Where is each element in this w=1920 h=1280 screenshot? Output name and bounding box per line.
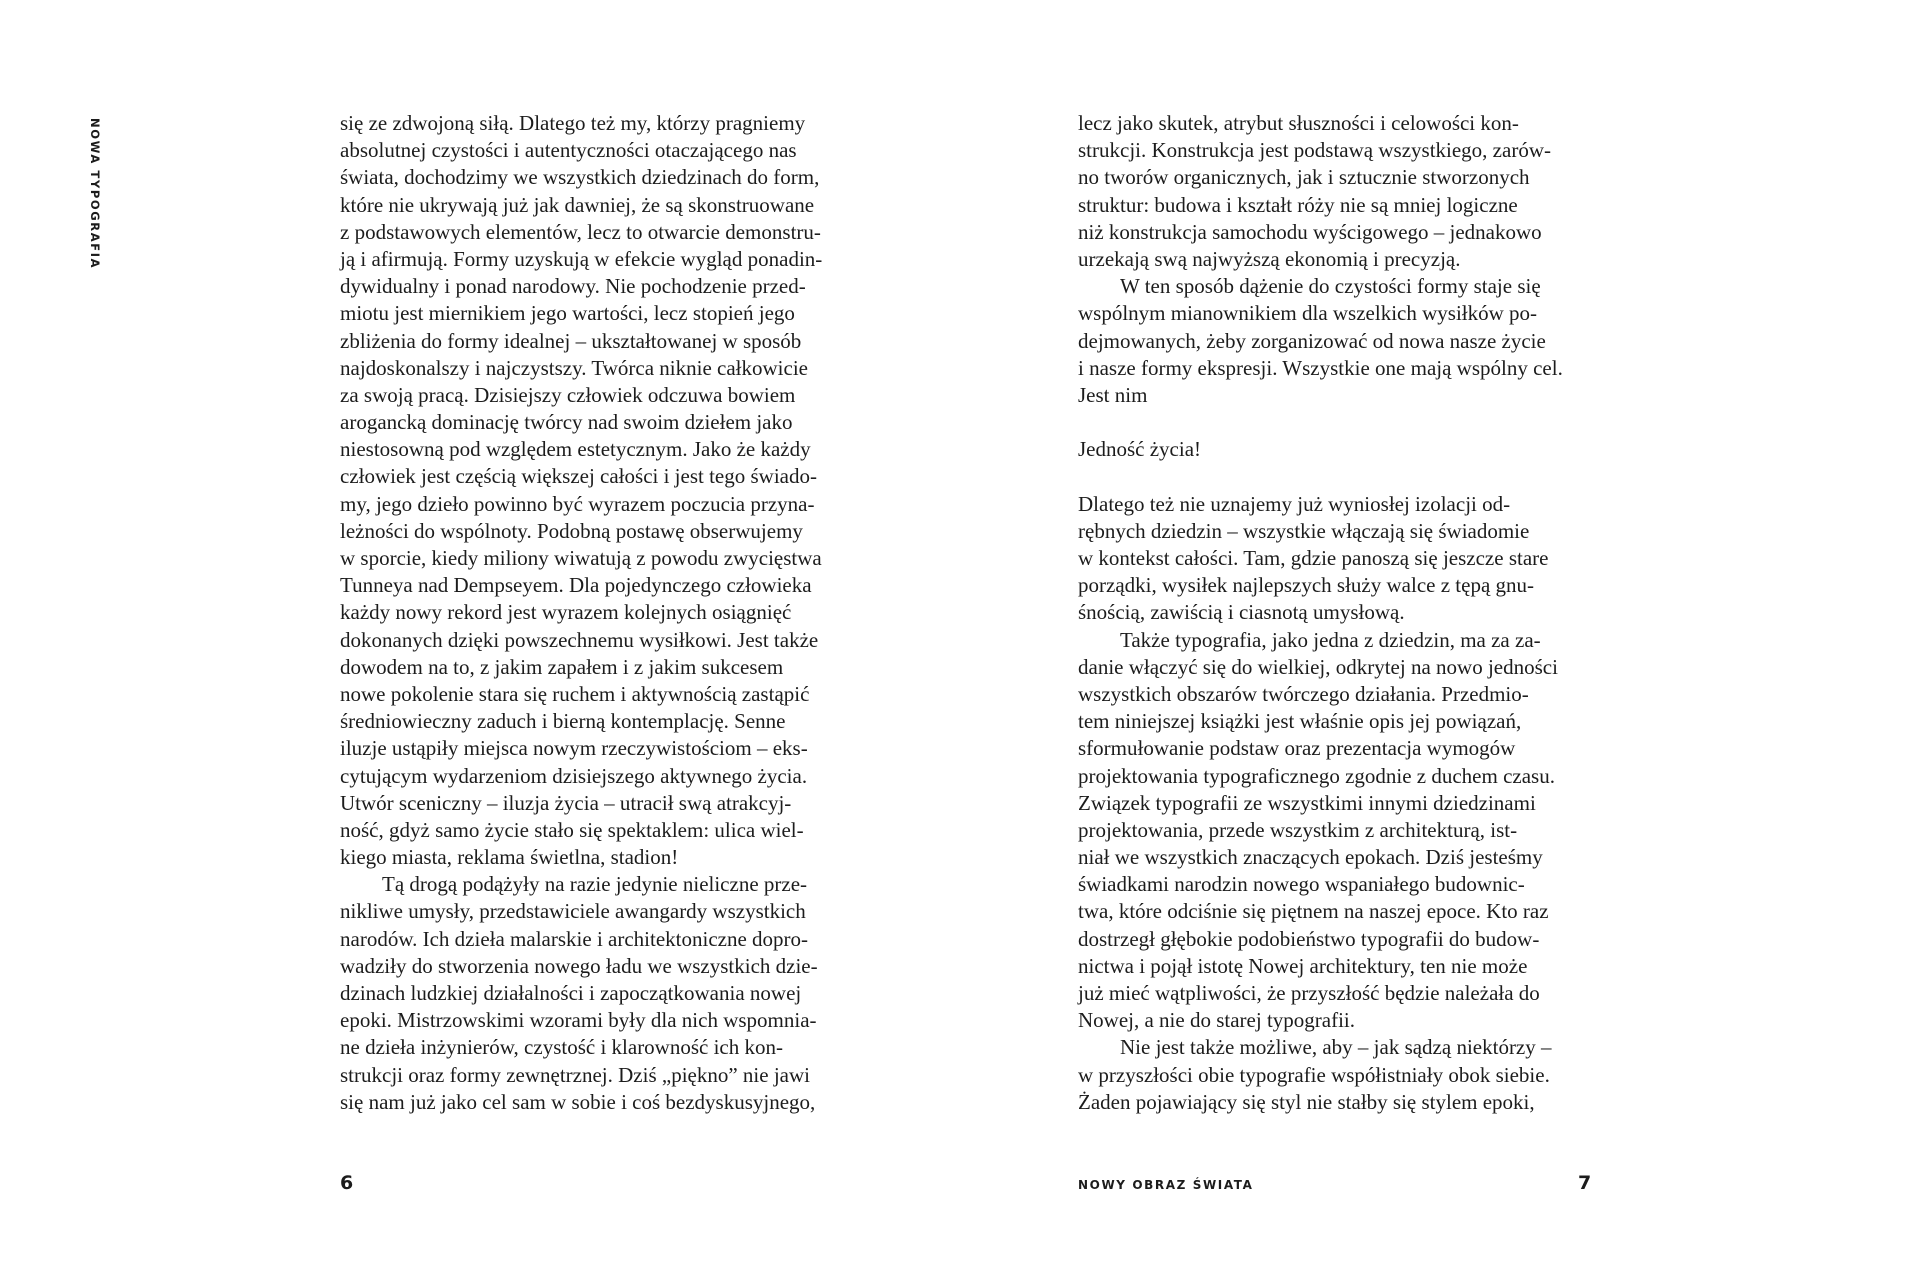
- text-line: i nasze formy ekspresji. Wszystkie one mają wspólny cel.: [1078, 355, 1563, 380]
- text-line: Jedność życia!: [1078, 437, 1202, 462]
- text-line: najdoskonalszy i najczystszy. Twórca niknie całkowicie: [340, 355, 808, 380]
- text-line: dejmowanych, żeby zorganizować od nowa nasze życie: [1078, 328, 1546, 353]
- text-line: każdy nowy rekord jest wyrazem kolejnych osiągnięć: [340, 600, 792, 625]
- text-line: zbliżenia do formy idealnej – ukształtowanej w sposób: [340, 328, 802, 353]
- text-line: danie włączyć się do wielkiej, odkrytej na nowo jedności: [1078, 654, 1558, 679]
- text-line: się ze zdwojoną siłą. Dlatego też my, którzy pragniemy: [340, 111, 806, 135]
- text-line: sformułowanie podstaw oraz prezentacja wymogów: [1078, 736, 1516, 761]
- text-line: człowiek jest częścią większej całości i jest tego świado-: [340, 464, 817, 489]
- text-line: absolutnej czystości i autentyczności otaczającego nas: [340, 138, 797, 163]
- text-line: my, jego dzieło powinno być wyrazem poczucia przyna-: [340, 491, 815, 516]
- text-line: projektowania, przede wszystkim z architekturą, ist-: [1078, 817, 1518, 842]
- text-line: struktur: budowa i kształt róży nie są mniej logiczne: [1078, 192, 1518, 217]
- text-line: Nowej, a nie do starej typografii.: [1078, 1008, 1355, 1033]
- left-page-body: [340, 110, 822, 1116]
- text-line: urzekają swą najwyższą ekonomią i precyzją.: [1078, 246, 1461, 271]
- text-line: nowe pokolenie stara się ruchem i aktywnością zastąpić: [340, 681, 810, 706]
- text-line: śnością, zawiścią i ciasnotą umysłową.: [1078, 600, 1405, 625]
- text-line: tem niniejszej książki jest właśnie opis jej powiązań,: [1078, 709, 1522, 734]
- text-line: rębnych dziedzin – wszystkie włączają się świadomie: [1078, 518, 1530, 543]
- text-line: iluzje ustąpiły miejsca nowym rzeczywistościom – eks-: [340, 736, 808, 761]
- text-line: Związek typografii ze wszystkimi innymi dziedzinami: [1078, 790, 1536, 815]
- text-line: Także typografia, jako jedna z dziedzin, ma za za-: [1120, 627, 1541, 652]
- text-line: już mieć wątpliwości, że przyszłość będzie należała do: [1078, 981, 1540, 1005]
- text-line: nictwa i pojął istotę Nowej architektury, ten nie może: [1078, 953, 1528, 978]
- running-foot-title: NOWY OBRAZ ŚWIATA: [1078, 1178, 1254, 1192]
- text-line: które nie ukrywają już jak dawniej, że są skonstruowane: [340, 192, 815, 217]
- page-number-right: 7: [1578, 1172, 1592, 1194]
- text-line: w kontekst całości. Tam, gdzie panoszą się jeszcze stare: [1078, 546, 1549, 570]
- text-line: leżności do wspólnoty. Podobną postawę obserwujemy: [340, 518, 803, 543]
- text-line: w przyszłości obie typografie współistniały obok siebie.: [1078, 1062, 1550, 1087]
- text-line: wspólnym mianownikiem dla wszelkich wysiłków po-: [1078, 301, 1538, 326]
- text-line: Żaden pojawiający się styl nie stałby się stylem epoki,: [1078, 1089, 1535, 1114]
- text-line: niestosowną pod względem estetycznym. Jako że każdy: [340, 437, 811, 462]
- text-line: dzinach ludzkiej działalności i zapoczątkowania nowej: [340, 981, 802, 1005]
- text-line: Utwór sceniczny – iluzja życia – utracił swą atrakcyj-: [340, 790, 792, 815]
- text-line: średniowieczny zaduch i bierną kontemplację. Senne: [340, 709, 786, 734]
- text-line: niż konstrukcja samochodu wyścigowego – jednakowo: [1078, 219, 1542, 244]
- text-line: no tworów organicznych, jak i sztucznie stworzonych: [1078, 165, 1530, 190]
- text-line: kiego miasta, reklama świetlna, stadion!: [340, 845, 679, 870]
- text-line: [1078, 463, 1563, 490]
- right-page-body: [1078, 110, 1563, 1116]
- text-line: świadkami narodzin nowego wspaniałego budownic-: [1078, 872, 1525, 897]
- text-line: cytującym wydarzeniom dzisiejszego aktywnego życia.: [340, 763, 808, 788]
- text-line: dowodem na to, z jakim zapałem i z jakim sukcesem: [340, 654, 784, 679]
- text-line: twa, które odciśnie się piętnem na naszej epoce. Kto raz: [1078, 899, 1549, 924]
- text-line: epoki. Mistrzowskimi wzorami były dla nich wspomnia-: [340, 1008, 817, 1033]
- text-line: strukcji. Konstrukcja jest podstawą wszystkiego, zarów-: [1078, 138, 1551, 163]
- text-line: W ten sposób dążenie do czystości formy staje się: [1120, 274, 1541, 299]
- text-line: porządki, wysiłek najlepszych służy walce z tępą gnu-: [1078, 573, 1535, 598]
- text-line: Jest nim: [1078, 382, 1148, 407]
- text-line: Nie jest także możliwe, aby – jak sądzą niektórzy –: [1120, 1035, 1552, 1060]
- text-line: w sporcie, kiedy miliony wiwatują z powodu zwycięstwa: [340, 546, 822, 570]
- text-line: Tunneya nad Dempseyem. Dla pojedynczego człowieka: [340, 573, 812, 598]
- text-line: narodów. Ich dzieła malarskie i architektoniczne dopro-: [340, 926, 809, 951]
- text-line: z podstawowych elementów, lecz to otwarcie demonstru-: [340, 219, 821, 244]
- text-line: wadziły do stworzenia nowego ładu we wszystkich dzie-: [340, 953, 818, 978]
- text-line: ją i afirmują. Formy uzyskują w efekcie wygląd ponadin-: [340, 246, 823, 271]
- text-line: lecz jako skutek, atrybut słuszności i celowości kon-: [1078, 111, 1519, 135]
- running-head-vertical: [89, 118, 103, 288]
- running-head-text: NOWA TYPOGRAFIA: [88, 118, 102, 270]
- page-number-left: 6: [340, 1172, 354, 1194]
- text-line: Tą drogą podążyły na razie jedynie nieliczne prze-: [382, 872, 808, 897]
- text-line: świata, dochodzimy we wszystkich dziedzinach do form,: [340, 165, 820, 190]
- text-line: arogancką dominację twórcy nad swoim dziełem jako: [340, 410, 793, 435]
- text-line: Dlatego też nie uznajemy już wyniosłej izolacji od-: [1078, 491, 1511, 516]
- text-line: dywidualny i ponad narodowy. Nie pochodzenie przed-: [340, 274, 806, 299]
- text-line: ne dzieła inżynierów, czystość i klarowność ich kon-: [340, 1035, 783, 1060]
- text-line: się nam już jako cel sam w sobie i coś bezdyskusyjnego,: [340, 1089, 816, 1114]
- text-line: za swoją pracą. Dzisiejszy człowiek odczuwa bowiem: [340, 382, 796, 407]
- text-line: ność, gdyż samo życie stało się spektaklem: ulica wiel-: [340, 817, 804, 842]
- text-line: nikliwe umysły, przedstawiciele awangardy wszystkich: [340, 899, 806, 924]
- text-line: wszystkich obszarów twórczego działania. Przedmio-: [1078, 681, 1529, 706]
- text-line: projektowania typograficznego zgodnie z duchem czasu.: [1078, 763, 1555, 788]
- text-line: miotu jest miernikiem jego wartości, lecz stopień jego: [340, 301, 795, 326]
- text-line: dokonanych dzięki powszechnemu wysiłkowi. Jest także: [340, 627, 819, 652]
- text-line: strukcji oraz formy zewnętrznej. Dziś „piękno” nie jawi: [340, 1062, 810, 1087]
- text-line: niał we wszystkich znaczących epokach. Dziś jesteśmy: [1078, 845, 1543, 870]
- text-line: dostrzegł głębokie podobieństwo typografii do budow-: [1078, 926, 1540, 951]
- text-line: [1078, 409, 1563, 436]
